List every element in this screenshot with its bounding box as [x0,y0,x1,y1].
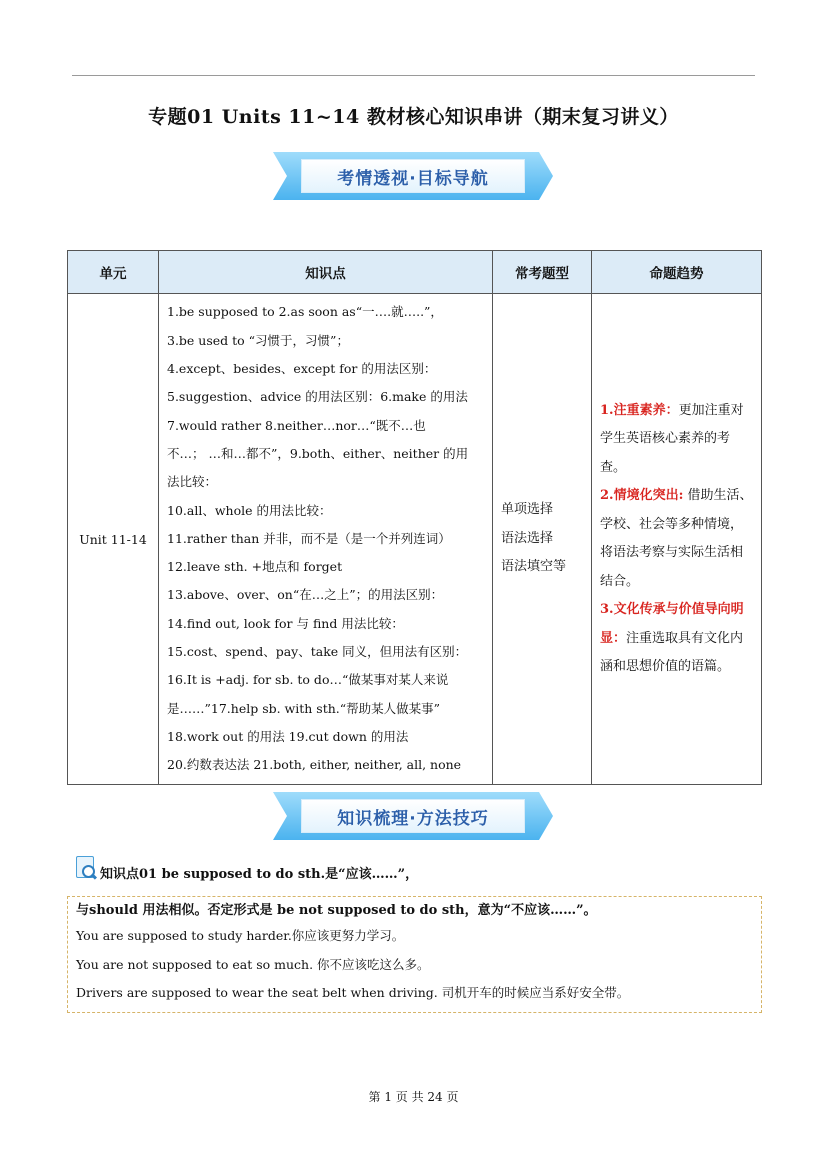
trend-text: 注重选取具有文化内涵和思想价值的语篇。 [600,630,744,674]
example-sentence: Drivers are supposed to wear the seat belt when driving. 司机开车的时候应当系好安全带。 [76,985,630,1000]
trend-cell [592,294,762,785]
knowledge-line: 20.约数表达法 21.both, either, neither, all, none [167,757,462,773]
knowledge-line: 3.be used to “习惯于，习惯”； [167,332,349,348]
question-type: 单项选择 [501,502,554,518]
section-banner-overview [273,152,553,200]
knowledge-line: 是……”17.help sb. with sth.“帮助某人做某事” [167,700,441,716]
trend-text: 借助生活、学校、社会等多种情境，将语法考察与实际生活相结合。 [600,488,753,589]
knowledge-line: 12.leave sth. +地点和 forget [167,559,343,575]
knowledge-line: 7.would rather 8.neither…nor…“既不…也 [167,417,426,433]
example-sentence: You are not supposed to eat so much. 你不应该吃这么多。 [76,956,430,972]
trend-item [600,397,755,483]
knowledge-line: 11.rather than 并非，而不是（是一个并列连词） [167,530,451,546]
header-knowledge: 知识点 [159,251,493,294]
trend-text: 更加注重对学生英语核心素养的考查。 [600,402,744,475]
trend-label: 2.情境化突出: [600,488,684,503]
knowledge-line: 不…； …和…都不”，9.both、either、neither 的用 [167,445,469,461]
knowledge-line: 13.above、over、on“在…之上”；的用法区别： [167,587,444,603]
trend-label: 3.文化传承与价值导向明显： [600,602,744,646]
knowledge-line: 10.all、whole 的用法比较： [167,502,332,518]
header-trend: 命题趋势 [592,251,762,294]
example-sentence: You are supposed to study harder.你应该更努力学习。 [76,928,405,943]
overview-table [67,250,762,785]
banner-label: 知识梳理·方法技巧 [301,799,525,833]
knowledge-cell [159,294,493,785]
question-type-cell [493,294,592,785]
knowledge-point-heading [74,856,418,882]
page-footer: 第 1 页 共 24 页 [368,1090,459,1104]
magnifier-document-icon [74,856,96,882]
knowledge-point-title: 知识点01 be supposed to do sth.是“应该……”， [100,867,419,882]
knowledge-line: 16.It is +adj. for sb. to do…“做某事对某人来说 [167,672,449,688]
header-unit: 单元 [68,251,159,294]
question-type: 语法填空等 [501,559,567,575]
header-rule [72,75,755,76]
header-question-type: 常考题型 [493,251,592,294]
knowledge-line: 15.cost、spend、pay、take 同义，但用法有区别： [167,644,468,660]
knowledge-point-box [67,896,762,1013]
knowledge-line: 4.except、besides、except for 的用法区别： [167,361,437,377]
question-type: 语法选择 [501,530,554,546]
knowledge-line: 法比较： [167,474,218,490]
document-title: 专题01 Units 11~14 教材核心知识串讲（期末复习讲义） [148,106,679,128]
banner-label: 考情透视·目标导航 [301,159,525,193]
section-banner-methods [273,792,553,840]
trend-item [600,482,755,596]
table-row [68,294,762,785]
knowledge-point-definition: 与should 用法相似。否定形式是 be not supposed to do sth，意为“不应该……”。 [76,903,597,918]
knowledge-line: 1.be supposed to 2.as soon as“一….就…..”， [167,304,443,320]
trend-label: 1.注重素养： [600,402,679,418]
knowledge-line: 5.suggestion、advice 的用法区别：6.make 的用法 [167,389,468,405]
unit-cell: Unit 11-14 [68,294,159,785]
trend-item [600,596,755,682]
table-header-row [68,251,762,294]
knowledge-line: 14.find out, look for 与 find 用法比较： [167,615,404,631]
knowledge-line: 18.work out 的用法 19.cut down 的用法 [167,728,409,744]
